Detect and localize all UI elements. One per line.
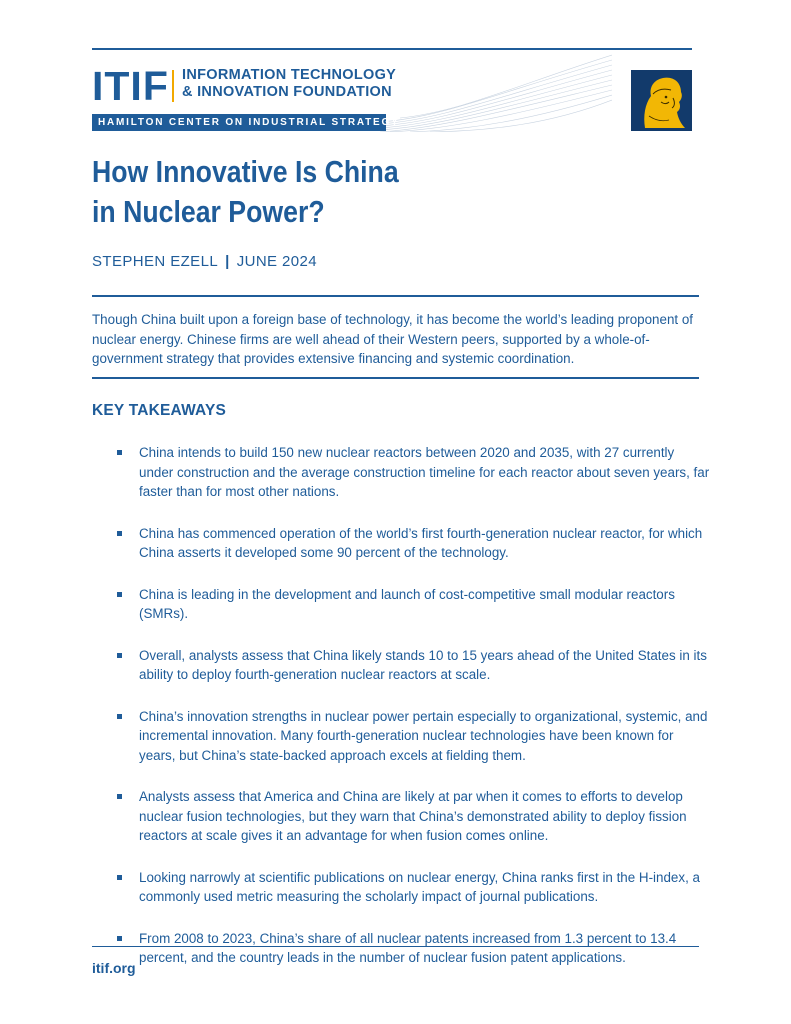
byline-separator: | xyxy=(225,253,230,270)
hamilton-portrait xyxy=(631,70,692,131)
takeaway-item: China’s innovation strengths in nuclear power pertain especially to organizational, systemic, and incremental innovation. Many fourth-generation nuclear technologies have been known for years, but China’s state-backed approach excels at fielding them. xyxy=(92,707,712,766)
takeaway-item: China is leading in the development and launch of cost-competitive small modular reactors (SMRs). xyxy=(92,585,712,624)
report-title-line1: How Innovative Is China xyxy=(92,154,399,189)
abstract-bottom-rule xyxy=(92,377,699,379)
key-takeaways-heading: KEY TAKEAWAYS xyxy=(92,402,227,419)
takeaway-item: From 2008 to 2023, China’s share of all nuclear patents increased from 1.3 percent to 13.4 percent, and the country leads in the number of nuclear fusion patent applications. xyxy=(92,929,712,968)
takeaway-item: China has commenced operation of the world’s first fourth-generation nuclear reactor, for which China asserts it developed some 90 percent of the technology. xyxy=(92,524,712,563)
logo-divider xyxy=(172,70,174,102)
organization-name-line1: INFORMATION TECHNOLOGY xyxy=(182,67,397,83)
takeaway-item: Overall, analysts assess that China likely stands 10 to 15 years ahead of the United States in its ability to deploy fourth-generation nuclear reactors at scale. xyxy=(92,646,712,685)
takeaway-item: Looking narrowly at scientific publications on nuclear energy, China ranks first in the H-index, a commonly used metric measuring the scholarly impact of journal publications. xyxy=(92,868,712,907)
author-name: STEPHEN EZELL xyxy=(92,253,219,270)
takeaway-item: Analysts assess that America and China are likely at par when it comes to efforts to develop nuclear fusion technologies, but they warn that China’s demonstrated ability to deploy fission reactors at scale gives it an advantage for when fusion comes online. xyxy=(92,787,712,846)
takeaway-item: China intends to build 150 new nuclear reactors between 2020 and 2035, with 27 currently under construction and the average construction timeline for each reactor about seven years, far faster than for most other nations. xyxy=(92,443,712,502)
organization-name-line2: & INNOVATION FOUNDATION xyxy=(182,84,392,100)
footer-rule xyxy=(92,946,699,947)
report-title-line2: in Nuclear Power? xyxy=(92,194,325,229)
decorative-wave-lines xyxy=(380,52,612,132)
footer-website-link[interactable]: itif.org xyxy=(92,960,136,976)
report-title xyxy=(92,152,574,232)
top-rule xyxy=(92,48,692,50)
abstract-top-rule xyxy=(92,295,699,297)
publication-date: JUNE 2024 xyxy=(236,253,317,270)
key-takeaways-list xyxy=(92,443,712,968)
center-name-banner: HAMILTON CENTER ON INDUSTRIAL STRATEGY xyxy=(92,114,386,131)
byline xyxy=(92,253,317,270)
abstract-text: Though China built upon a foreign base of technology, it has become the world’s leading proponent of nuclear energy. Chinese firms are well ahead of their Western peers, supported by a whole-of-government strategy that provides extensive financing and systemic coordination. xyxy=(92,312,694,366)
logo-wordmark: ITIF xyxy=(92,63,169,109)
